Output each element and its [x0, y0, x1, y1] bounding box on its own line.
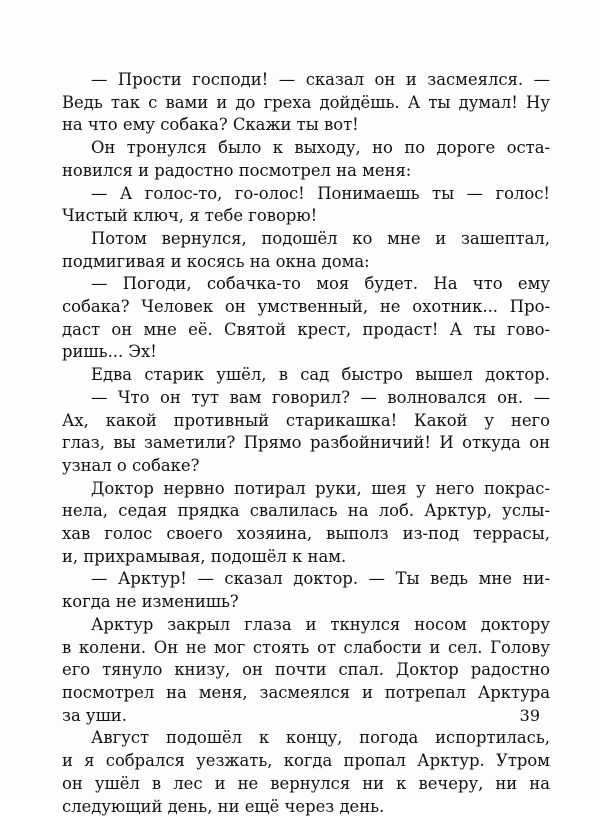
text-line: Чистый ключ, я тебе говорю!: [62, 205, 550, 228]
text-line: глаз, вы заметили? Прямо разбойничий! И откуда он: [62, 432, 550, 455]
body-text: [62, 69, 550, 818]
text-line: новился и радостно посмотрел на меня:: [62, 160, 550, 183]
text-line: на что ему собака? Скажи ты вот!: [62, 114, 550, 137]
text-line: нела, седая прядка свалилась на лоб. Арктур, услы-: [62, 500, 550, 523]
text-line: Ах, какой противный старикашка! Какой у него: [62, 410, 550, 433]
text-line: — Прости господи! — сказал он и засмеялся. —: [62, 69, 550, 92]
text-line: когда не изменишь?: [62, 591, 550, 614]
text-line: узнал о собаке?: [62, 455, 550, 478]
text-line: — Что он тут вам говорил? — волновался он. —: [62, 387, 550, 410]
text-line: следующий день, ни ещё через день.: [62, 796, 550, 818]
text-line: собака? Человек он умственный, не охотник... Про-: [62, 296, 550, 319]
text-line: ришь... Эх!: [62, 341, 550, 364]
text-line: Потом вернулся, подошёл ко мне и зашептал,: [62, 228, 550, 251]
text-line: за уши.: [62, 705, 550, 728]
text-line: Август подошёл к концу, погода испортилась,: [62, 727, 550, 750]
page-number: 39: [520, 706, 540, 725]
text-line: даст он мне её. Святой крест, продаст! А ты гово-: [62, 319, 550, 342]
text-line: Доктор нервно потирал руки, шея у него покрас-: [62, 478, 550, 501]
text-line: Арктур закрыл глаза и ткнулся носом доктору: [62, 614, 550, 637]
text-line: его тянуло книзу, он почти спал. Доктор радостно: [62, 659, 550, 682]
text-line: подмигивая и косясь на окна дома:: [62, 251, 550, 274]
text-line: хав голос своего хозяина, выполз из-под террасы,: [62, 523, 550, 546]
text-line: и я собрался уезжать, когда пропал Арктур. Утром: [62, 750, 550, 773]
text-line: и, прихрамывая, подошёл к нам.: [62, 546, 550, 569]
text-line: Ведь так с вами и до греха дойдёшь. А ты думал! Ну: [62, 92, 550, 115]
text-line: он ушёл в лес и не вернулся ни к вечеру, ни на: [62, 773, 550, 796]
text-line: в колени. Он не мог стоять от слабости и сел. Голову: [62, 637, 550, 660]
text-line: — Погоди, собачка-то моя будет. На что ему: [62, 273, 550, 296]
text-line: — А голос-то, го-олос! Понимаешь ты — голос!: [62, 183, 550, 206]
text-line: посмотрел на меня, засмеялся и потрепал Арктура: [62, 682, 550, 705]
text-line: Он тронулся было к выходу, но по дороге оста-: [62, 137, 550, 160]
text-line: — Арктур! — сказал доктор. — Ты ведь мне ни-: [62, 568, 550, 591]
text-line: Едва старик ушёл, в сад быстро вышел доктор.: [62, 364, 550, 387]
